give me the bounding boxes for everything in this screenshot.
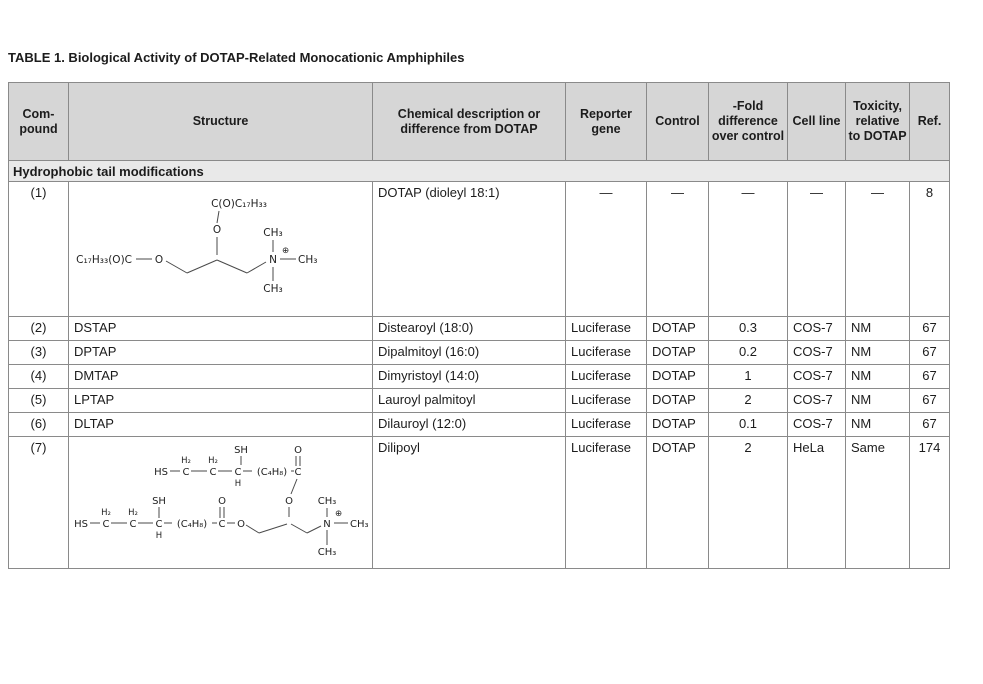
compound-cell: (4) — [9, 365, 69, 389]
table-row-3 — [9, 341, 950, 365]
description-cell: Lauroyl palmitoyl — [373, 389, 566, 413]
structure-cell: DLTAP — [69, 413, 373, 437]
compound-cell: (3) — [9, 341, 69, 365]
table-title: TABLE 1. Biological Activity of DOTAP-Related Monocationic Amphiphiles — [8, 50, 465, 65]
fold-difference-cell: 0.3 — [709, 317, 788, 341]
table-row-4 — [9, 365, 950, 389]
atom-label-ch3: CH₃ — [317, 496, 337, 507]
ref-cell: 67 — [910, 341, 950, 365]
atom-label-c: C — [294, 467, 302, 478]
cell-line-cell: COS-7 — [788, 413, 846, 437]
fold-difference-cell: 0.1 — [709, 413, 788, 437]
atom-label-c: C — [209, 467, 217, 478]
reporter-gene-cell: Luciferase — [566, 365, 647, 389]
compound-cell: (5) — [9, 389, 69, 413]
col-header-structure: Structure — [69, 83, 373, 161]
atom-label-h2: H₂ — [181, 456, 191, 466]
ref-cell: 67 — [910, 365, 950, 389]
atom-label-ch3: CH₃ — [263, 283, 283, 295]
section-header-row — [9, 161, 950, 182]
control-cell: DOTAP — [647, 413, 709, 437]
reporter-gene-cell: Luciferase — [566, 413, 647, 437]
table-row-5 — [9, 389, 950, 413]
atom-label-c: C — [182, 467, 190, 478]
control-cell: DOTAP — [647, 317, 709, 341]
description-cell: DOTAP (dioleyl 18:1) — [373, 182, 566, 317]
col-header-ref: Ref. — [910, 83, 950, 161]
table-row-1 — [9, 182, 950, 317]
description-cell: Dilipoyl — [373, 437, 566, 569]
toxicity-cell: NM — [846, 341, 910, 365]
atom-label-h2: H₂ — [208, 456, 218, 466]
dotap-structure-diagram — [69, 182, 371, 315]
toxicity-cell: Same — [846, 437, 910, 569]
section-header: Hydrophobic tail modifications — [9, 161, 950, 182]
atom-label-h: H — [155, 531, 163, 541]
fold-difference-cell: 1 — [709, 365, 788, 389]
control-cell: DOTAP — [647, 389, 709, 413]
ref-cell: 174 — [910, 437, 950, 569]
cell-line-cell: COS-7 — [788, 341, 846, 365]
atom-label-n: N — [323, 519, 331, 530]
table-row-7 — [9, 437, 950, 569]
toxicity-cell: — — [846, 182, 910, 317]
atom-label-sh: SH — [152, 496, 166, 507]
control-cell: DOTAP — [647, 365, 709, 389]
control-cell: DOTAP — [647, 437, 709, 569]
col-header-reporter-gene: Reporter gene — [566, 83, 647, 161]
cell-line-cell: COS-7 — [788, 365, 846, 389]
col-header-control: Control — [647, 83, 709, 161]
cell-line-cell: COS-7 — [788, 389, 846, 413]
atom-label-sh: SH — [234, 445, 248, 456]
atom-label-ch3: CH₃ — [263, 227, 283, 239]
toxicity-cell: NM — [846, 365, 910, 389]
atom-label-c: C — [218, 519, 226, 530]
atom-label-n: N — [269, 254, 277, 266]
atom-label-h2: H₂ — [101, 508, 111, 518]
reporter-gene-cell: — — [566, 182, 647, 317]
atom-label-h: H — [234, 479, 242, 489]
atom-label-c4h8: (C₄H₈) — [256, 467, 288, 478]
control-cell: — — [647, 182, 709, 317]
atom-label-o: O — [218, 496, 226, 507]
reporter-gene-cell: Luciferase — [566, 437, 647, 569]
atom-label-top-acyl: C(O)C₁₇H₃₃ — [211, 198, 267, 210]
structure-cell: DSTAP — [69, 317, 373, 341]
description-cell: Dilauroyl (12:0) — [373, 413, 566, 437]
atom-label-ch3: CH₃ — [317, 547, 337, 558]
ref-cell: 8 — [910, 182, 950, 317]
description-cell: Dipalmitoyl (16:0) — [373, 341, 566, 365]
plus-charge-icon: ⊕ — [282, 246, 290, 256]
structure-cell: LPTAP — [69, 389, 373, 413]
fold-difference-cell: 2 — [709, 389, 788, 413]
col-header-compound: Com- pound — [9, 83, 69, 161]
description-cell: Distearoyl (18:0) — [373, 317, 566, 341]
atom-label-c: C — [234, 467, 242, 478]
bond-lines — [136, 211, 296, 281]
structure-cell: DPTAP — [69, 341, 373, 365]
toxicity-cell: NM — [846, 389, 910, 413]
atom-label-hs: HS — [74, 519, 88, 530]
fold-difference-cell: 0.2 — [709, 341, 788, 365]
ref-cell: 67 — [910, 317, 950, 341]
compound-cell: (7) — [9, 437, 69, 569]
toxicity-cell: NM — [846, 317, 910, 341]
structure-cell: DMTAP — [69, 365, 373, 389]
ref-cell: 67 — [910, 413, 950, 437]
fold-difference-cell: — — [709, 182, 788, 317]
fold-difference-cell: 2 — [709, 437, 788, 569]
col-header-toxicity: Toxicity, relative to DOTAP — [846, 83, 910, 161]
biological-activity-table — [8, 82, 950, 569]
atom-label-c: C — [155, 519, 163, 530]
atom-label-o: O — [212, 224, 222, 236]
control-cell: DOTAP — [647, 341, 709, 365]
atom-label-o: O — [285, 496, 293, 507]
structure-cell — [69, 182, 373, 317]
atom-label-o: O — [294, 445, 302, 456]
reporter-gene-cell: Luciferase — [566, 341, 647, 365]
atom-label-o: O — [237, 519, 245, 530]
compound-cell: (2) — [9, 317, 69, 341]
compound-cell: (6) — [9, 413, 69, 437]
cell-line-cell: — — [788, 182, 846, 317]
cell-line-cell: COS-7 — [788, 317, 846, 341]
col-header-fold-difference: -Fold difference over control — [709, 83, 788, 161]
plus-charge-icon: ⊕ — [335, 509, 343, 519]
table-row-6 — [9, 413, 950, 437]
atom-label-c: C — [102, 519, 110, 530]
ref-cell: 67 — [910, 389, 950, 413]
compound-cell: (1) — [9, 182, 69, 317]
dilipoyl-structure-diagram — [69, 437, 371, 567]
atom-label-left-acyl: C₁₇H₃₃(O)C — [76, 254, 132, 266]
atom-label-c: C — [129, 519, 137, 530]
atom-label-h2: H₂ — [128, 508, 138, 518]
atom-label-hs: HS — [154, 467, 168, 478]
atom-label-c4h8: (C₄H₈) — [176, 519, 208, 530]
atom-label-ch3: CH₃ — [298, 254, 318, 266]
cell-line-cell: HeLa — [788, 437, 846, 569]
table-row-2 — [9, 317, 950, 341]
reporter-gene-cell: Luciferase — [566, 317, 647, 341]
col-header-description: Chemical description or difference from DOTAP — [373, 83, 566, 161]
col-header-cell-line: Cell line — [788, 83, 846, 161]
atom-label-ch3: CH₃ — [350, 519, 369, 530]
reporter-gene-cell: Luciferase — [566, 389, 647, 413]
structure-cell — [69, 437, 373, 569]
toxicity-cell: NM — [846, 413, 910, 437]
description-cell: Dimyristoyl (14:0) — [373, 365, 566, 389]
header-row — [9, 83, 950, 161]
atom-label-o: O — [154, 254, 164, 266]
